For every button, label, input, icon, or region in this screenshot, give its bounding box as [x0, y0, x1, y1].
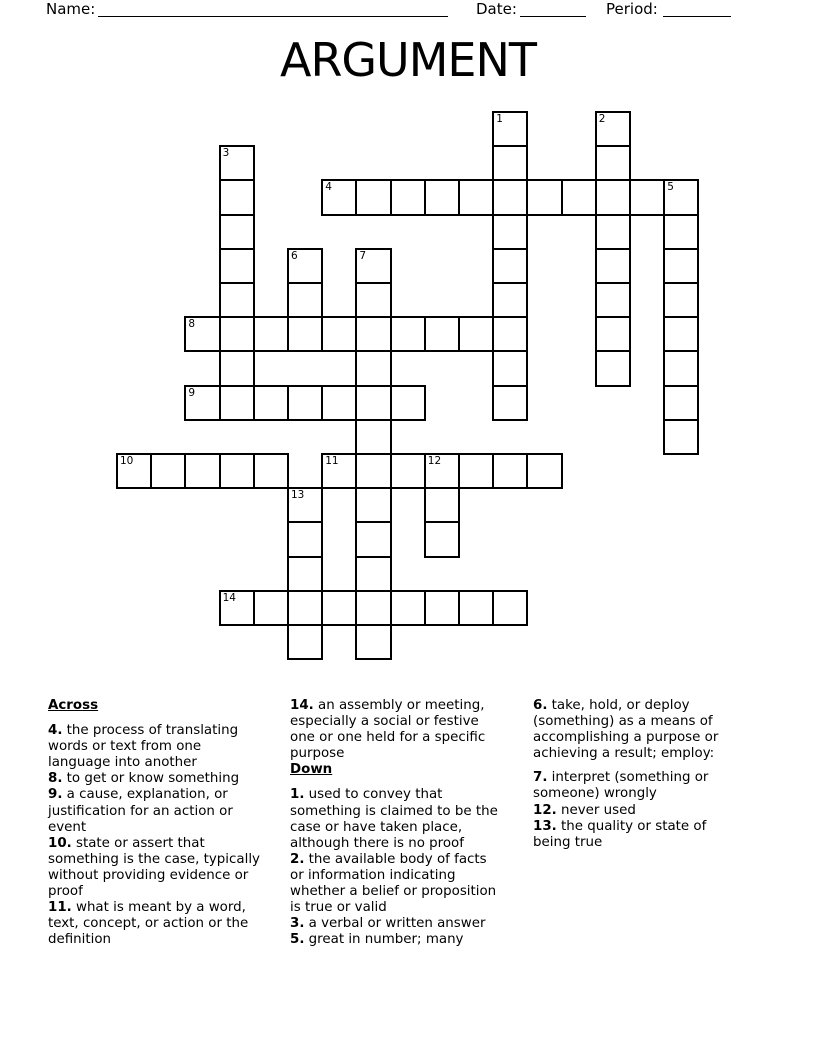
- grid-cell[interactable]: [321, 316, 357, 352]
- cell-number: 6: [291, 249, 298, 262]
- clue-column-1: [48, 698, 298, 948]
- down-header: Down: [290, 762, 333, 778]
- clue-number: 4.: [48, 723, 63, 739]
- grid-cell[interactable]: [219, 282, 255, 318]
- clue-number: 6.: [533, 698, 548, 713]
- grid-cell[interactable]: [458, 453, 494, 489]
- grid-cell[interactable]: [526, 453, 562, 489]
- name-label: Name:: [46, 0, 96, 18]
- grid-cell[interactable]: [424, 521, 460, 557]
- grid-cell[interactable]: [219, 214, 255, 250]
- clue-2: 2. the available body of facts or information indicating whether a belief or proposition is true or valid: [290, 851, 497, 916]
- grid-cell[interactable]: [253, 453, 289, 489]
- grid-cell[interactable]: [253, 590, 289, 626]
- clue-number: 5.: [290, 932, 305, 948]
- grid-cell[interactable]: [287, 316, 323, 352]
- grid-cell[interactable]: [492, 248, 528, 284]
- clue-number: 13.: [533, 818, 557, 834]
- clue-7: 7. interpret (something or someone) wrongly: [533, 770, 709, 802]
- grid-cell[interactable]: [321, 385, 357, 421]
- grid-cell[interactable]: [595, 282, 631, 318]
- grid-cell[interactable]: [526, 179, 562, 215]
- grid-cell[interactable]: [492, 179, 528, 215]
- grid-cell[interactable]: [390, 590, 426, 626]
- grid-cell[interactable]: [355, 453, 391, 489]
- clue-number: 9.: [48, 787, 63, 803]
- grid-cell[interactable]: [390, 316, 426, 352]
- grid-cell[interactable]: [355, 487, 391, 523]
- grid-cell[interactable]: [355, 624, 391, 660]
- cell-number: 1: [496, 113, 503, 125]
- grid-cell[interactable]: [287, 590, 323, 626]
- clue-9: 9. a cause, explanation, or justification for an action or event: [48, 787, 233, 835]
- grid-cell-11[interactable]: [321, 453, 357, 489]
- grid-cell[interactable]: [287, 624, 323, 660]
- grid-cell-6[interactable]: [287, 248, 323, 284]
- clue-number: 12.: [533, 802, 557, 818]
- grid-cell-7[interactable]: [355, 248, 391, 284]
- grid-cell[interactable]: [424, 316, 460, 352]
- grid-cell[interactable]: [355, 282, 391, 318]
- grid-cell[interactable]: [663, 282, 699, 318]
- grid-cell[interactable]: [253, 385, 289, 421]
- clue-10: 10. state or assert that something is the case, typically without providing evidence or proof: [48, 835, 260, 900]
- grid-cell[interactable]: [253, 316, 289, 352]
- grid-cell[interactable]: [492, 590, 528, 626]
- grid-cell-2[interactable]: [595, 111, 631, 147]
- grid-cell[interactable]: [629, 179, 665, 215]
- grid-cell[interactable]: [458, 590, 494, 626]
- grid-cell[interactable]: [150, 453, 186, 489]
- grid-cell[interactable]: [390, 179, 426, 215]
- cell-number: 12: [427, 455, 442, 467]
- clue-5: 5. great in number; many: [290, 932, 464, 948]
- cell-number: 5: [667, 181, 674, 194]
- grid-cell[interactable]: [595, 145, 631, 181]
- clue-number: 7.: [533, 770, 548, 786]
- cell-number: 3: [222, 147, 230, 160]
- grid-cell[interactable]: [595, 214, 631, 250]
- grid-cell[interactable]: [390, 385, 426, 421]
- grid-cell[interactable]: [595, 179, 631, 215]
- grid-cell[interactable]: [663, 350, 699, 386]
- grid-cell[interactable]: [492, 214, 528, 250]
- grid-cell[interactable]: [219, 453, 255, 489]
- grid-cell[interactable]: [663, 214, 699, 250]
- clue-1: 1. used to convey that something is claimed to be the case or have taken place, although there is no proof: [290, 787, 498, 851]
- grid-cell[interactable]: [458, 179, 494, 215]
- grid-cell-3[interactable]: [219, 145, 255, 181]
- clue-8: 8. to get or know something: [48, 771, 240, 787]
- grid-cell[interactable]: [561, 179, 597, 215]
- clue-column-3: [533, 698, 783, 851]
- cell-number: 13: [291, 489, 305, 502]
- clue-number: 2.: [290, 851, 305, 867]
- grid-cell[interactable]: [595, 248, 631, 284]
- grid-cell[interactable]: [458, 316, 494, 352]
- clue-number: 1.: [290, 787, 305, 803]
- grid-cell[interactable]: [595, 316, 631, 352]
- period-label: Period:: [606, 0, 658, 18]
- grid-cell[interactable]: [663, 385, 699, 421]
- clue-number: 11.: [48, 900, 72, 916]
- grid-cell[interactable]: [595, 350, 631, 386]
- clue-13: 13. the quality or state of being true: [533, 818, 707, 850]
- cell-number: 9: [188, 386, 196, 399]
- grid-cell[interactable]: [355, 179, 391, 215]
- grid-cell[interactable]: [219, 316, 255, 352]
- grid-cell[interactable]: [492, 145, 528, 181]
- clue-12: 12. never used: [533, 802, 636, 818]
- clue-11: 11. what is meant by a word, text, concept, or action or the definition: [48, 900, 249, 948]
- clue-6: 6. take, hold, or deploy (something) as a means of accomplishing a purpose or achieving a result; employ:: [533, 698, 719, 762]
- cell-number: 14: [222, 591, 236, 604]
- grid-cell[interactable]: [424, 590, 460, 626]
- grid-cell-5[interactable]: [663, 179, 699, 215]
- puzzle-title: ARGUMENT: [279, 33, 536, 87]
- grid-cell[interactable]: [492, 316, 528, 352]
- grid-cell[interactable]: [492, 282, 528, 318]
- grid-cell[interactable]: [355, 316, 391, 352]
- grid-cell[interactable]: [219, 179, 255, 215]
- grid-cell-14[interactable]: [219, 590, 255, 626]
- grid-cell-10[interactable]: [116, 453, 152, 489]
- grid-cell-1[interactable]: [492, 111, 528, 147]
- grid-cell[interactable]: [287, 556, 323, 592]
- grid-cell[interactable]: [492, 350, 528, 386]
- grid-cell[interactable]: [355, 556, 391, 592]
- grid-cell[interactable]: [219, 350, 255, 386]
- grid-cell[interactable]: [219, 248, 255, 284]
- cell-number: 8: [188, 318, 196, 331]
- grid-cell[interactable]: [287, 282, 323, 318]
- grid-cell[interactable]: [287, 385, 323, 421]
- grid-cell-4[interactable]: [321, 179, 357, 215]
- date-label: Date:: [476, 0, 517, 18]
- clue-number: 3.: [290, 916, 305, 932]
- clue-4: 4. the process of translating words or text from one language into another: [48, 723, 239, 771]
- grid-cell[interactable]: [663, 419, 699, 455]
- clue-number: 10.: [48, 835, 72, 851]
- grid-cell-9[interactable]: [184, 385, 220, 421]
- grid-cell[interactable]: [355, 419, 391, 455]
- grid-cell[interactable]: [663, 248, 699, 284]
- grid-cell-8[interactable]: [184, 316, 220, 352]
- grid-cell-13[interactable]: [287, 487, 323, 523]
- grid-cell[interactable]: [492, 453, 528, 489]
- grid-cell[interactable]: [355, 521, 391, 557]
- cell-number: 11: [325, 455, 339, 467]
- grid-cell-12[interactable]: [424, 453, 460, 489]
- cell-number: 7: [359, 249, 367, 262]
- clue-14: 14. an assembly or meeting, especially a social or festive one or one held for a specific purpose: [290, 698, 486, 762]
- grid-cell[interactable]: [355, 385, 391, 421]
- across-header: Across: [48, 698, 99, 713]
- clue-number: 14.: [290, 698, 314, 713]
- grid-cell[interactable]: [355, 590, 391, 626]
- grid-cell[interactable]: [390, 453, 426, 489]
- cell-number: 2: [598, 113, 606, 125]
- grid-cell[interactable]: [355, 350, 391, 386]
- grid-cell[interactable]: [424, 179, 460, 215]
- grid-cell[interactable]: [321, 590, 357, 626]
- grid-cell[interactable]: [184, 453, 220, 489]
- cell-number: 4: [325, 181, 332, 194]
- clue-3: 3. a verbal or written answer: [290, 916, 486, 932]
- grid-cell[interactable]: [492, 385, 528, 421]
- grid-cell[interactable]: [219, 385, 255, 421]
- grid-cell[interactable]: [424, 487, 460, 523]
- cell-number: 10: [120, 455, 134, 467]
- grid-cell[interactable]: [287, 521, 323, 557]
- clue-column-2: [290, 698, 540, 948]
- grid-cell[interactable]: [663, 316, 699, 352]
- clue-number: 8.: [48, 771, 63, 787]
